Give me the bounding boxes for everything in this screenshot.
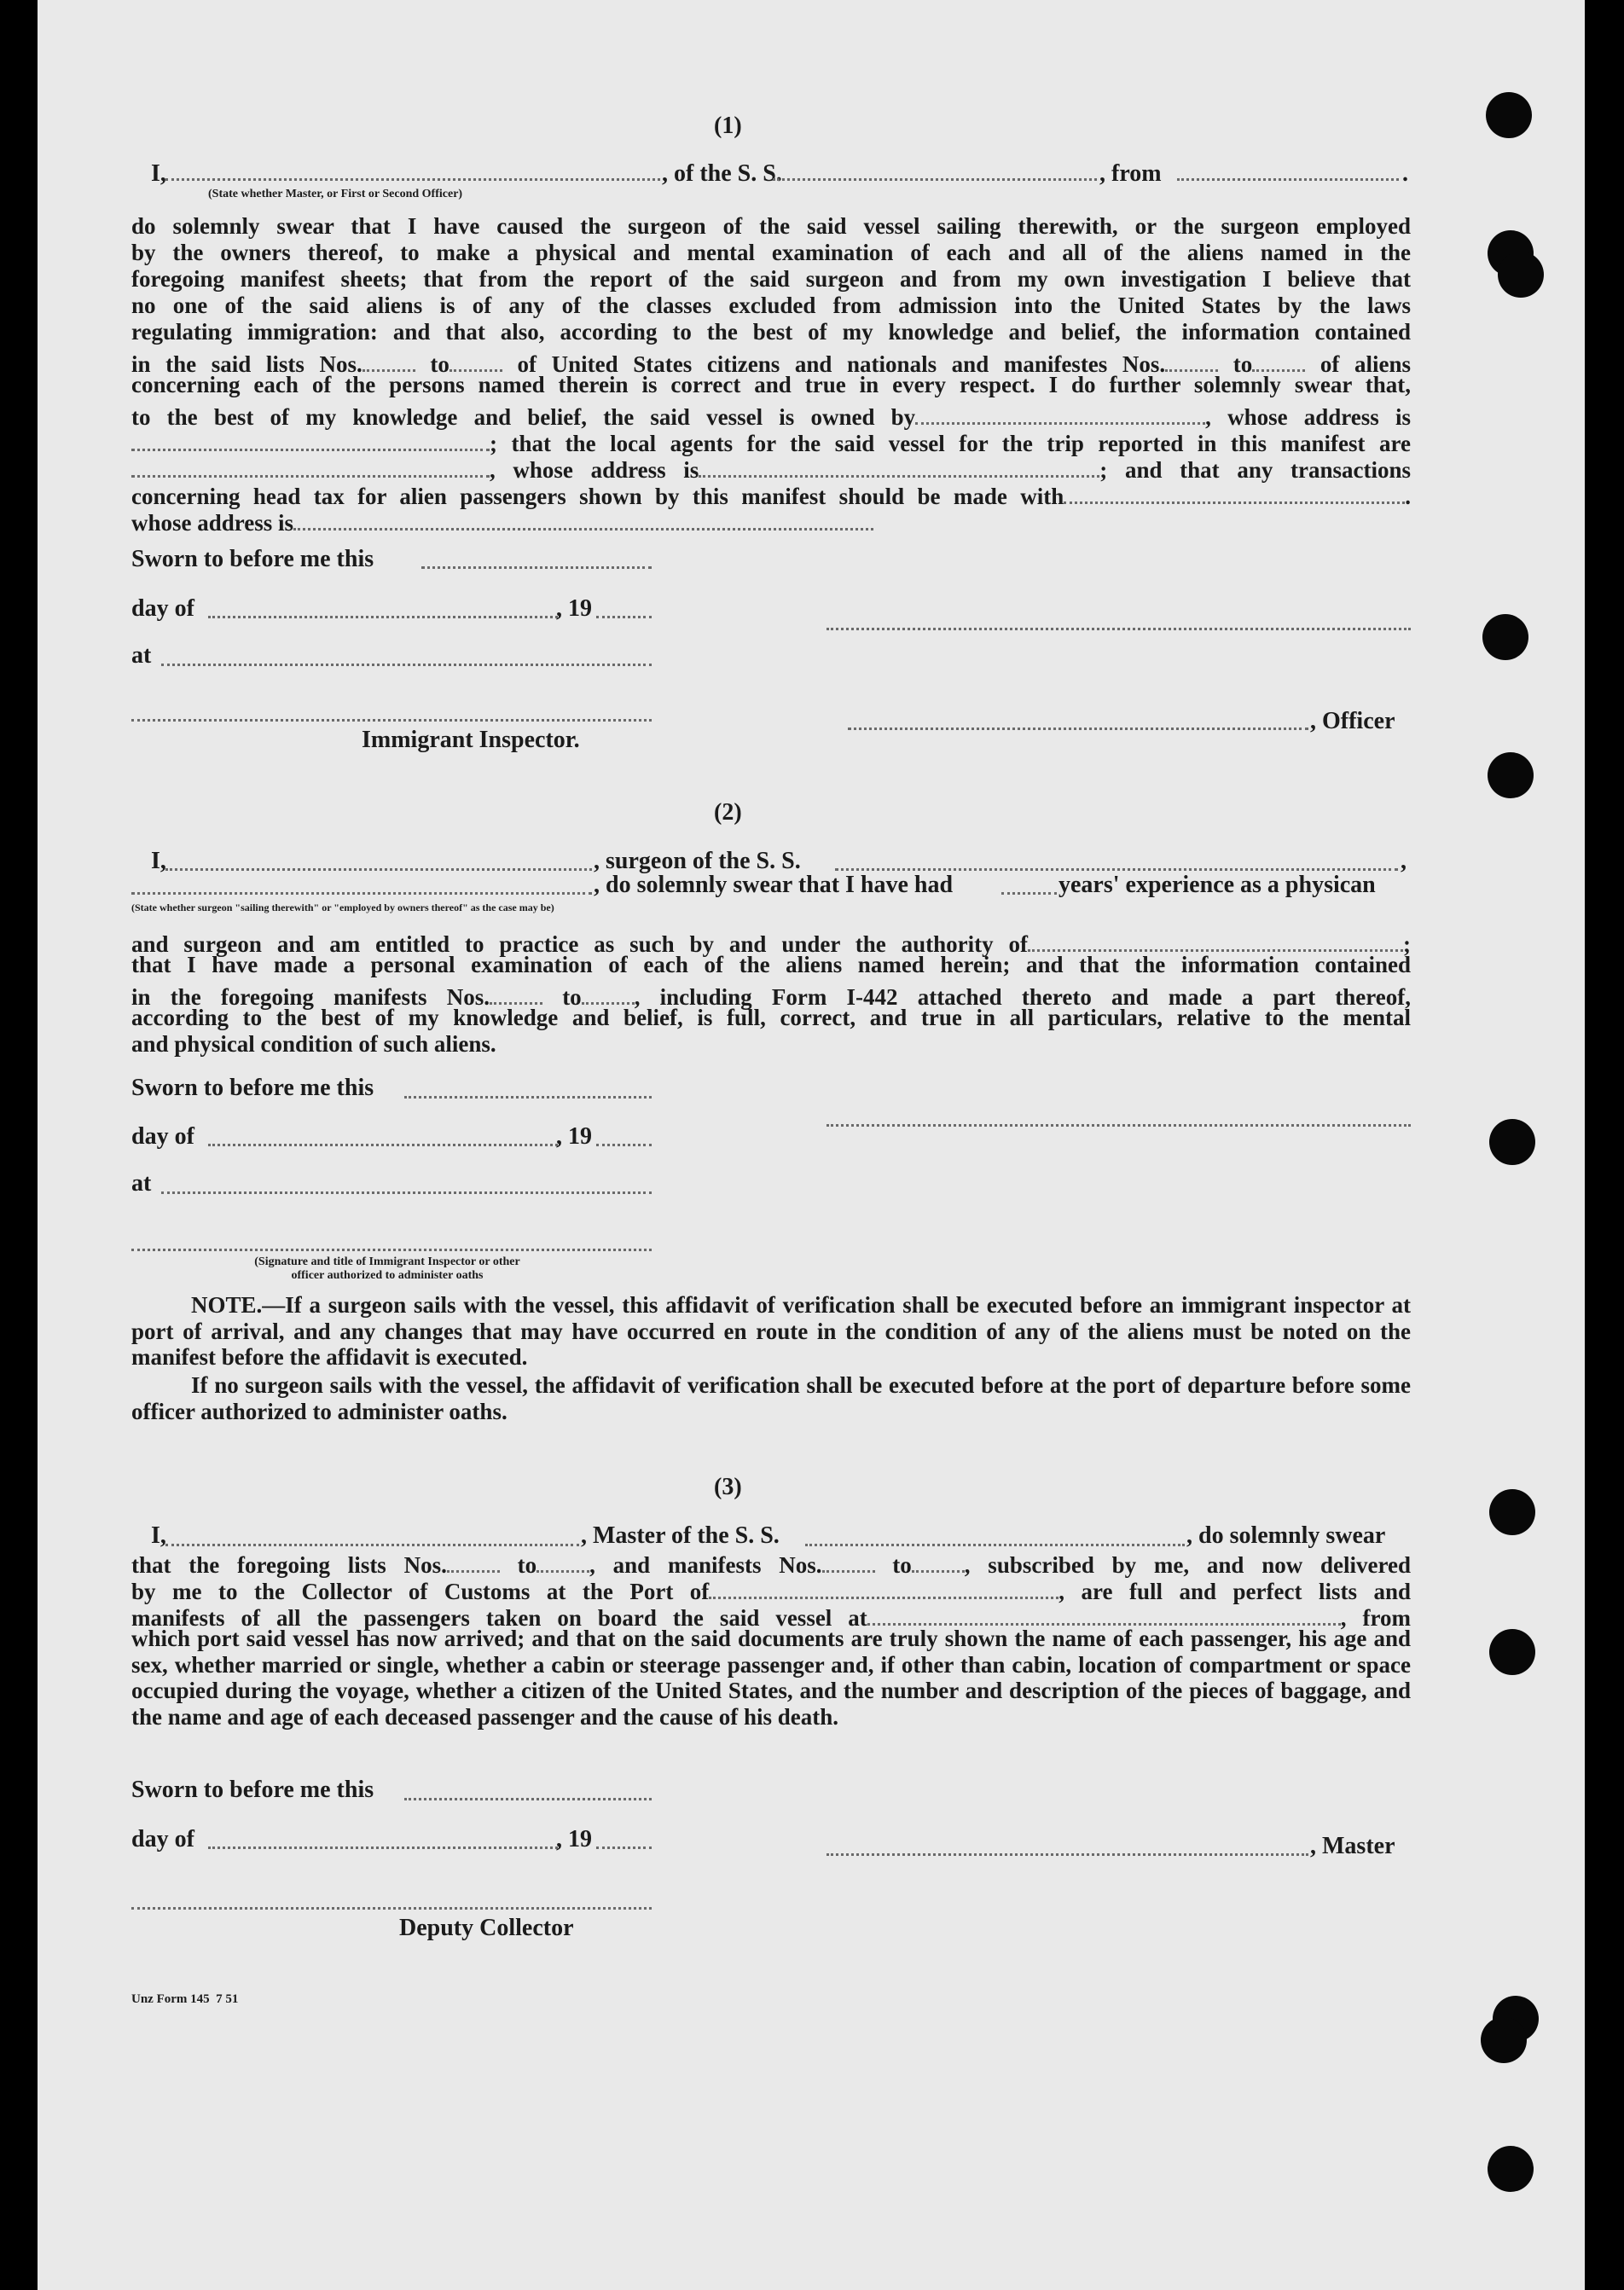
s1-inspector-label: Immigrant Inspector. [362,727,580,753]
punch-hole [1486,92,1532,138]
section-1-number: (1) [714,113,742,139]
text-fragment: in the foregoing manifests Nos. [131,984,490,1010]
s3-master-signature-field[interactable] [826,1853,1308,1856]
s2-status-field[interactable] [131,892,592,895]
s1-oath-text [131,213,1412,536]
text-line [131,478,1411,509]
s2-comma: , [1401,848,1406,874]
text-fragment: . [1405,484,1411,509]
text-fragment: ; that the local agents for the said vessel for the trip reported in this manifest are [490,431,1411,456]
s3-deputy-label: Deputy Collector [399,1915,574,1941]
punch-hole [1489,1119,1535,1165]
s2-swear-label: , do solemnly swear that I have had [594,872,954,898]
boarding-port-field[interactable] [867,1599,1341,1626]
text-line: regulating immigration: and that also, according to the best of my knowledge and belief, the information contained [131,319,1411,345]
form-sheet [38,0,1585,2290]
manifests-to-field[interactable] [912,1546,965,1573]
s1-of-ss-label: , of the S. S. [662,160,782,187]
s1-officer-field[interactable] [848,728,1308,730]
s2-day-label: day of [131,1123,194,1150]
punch-hole [1489,1489,1535,1535]
text-fragment: to the best of my knowledge and belief, the said vessel is owned by [131,404,916,430]
s2-surgeon-label: , surgeon of the S. S. [594,848,801,874]
text-line [131,1546,1411,1578]
s3-day-label: day of [131,1826,194,1852]
manifests-from-field[interactable] [1165,345,1218,372]
text-line: concerning each of the persons named therein is correct and true in every respect. I do further solemnly swear that, [131,372,1411,397]
s3-sworn-label: Sworn to before me this [131,1777,374,1803]
s2-year-label: , 19 [556,1123,592,1150]
s2-vessel-field[interactable] [835,868,1398,871]
text-line: and physical condition of such aliens. [131,1031,496,1057]
s3-oath-text [131,1546,1411,1730]
s2-signature-hint [165,1255,609,1283]
text-fragment: to [517,1552,537,1578]
text-line [131,398,1411,430]
text-fragment: that the foregoing lists Nos. [131,1552,447,1578]
text-line: foregoing manifest sheets; that from the report of the said surgeon and from my own investigation I believe that [131,266,1411,292]
s2-at-label: at [131,1170,152,1197]
s1-day-label: day of [131,595,194,622]
hint-line: (Signature and title of Immigrant Inspector or other [254,1255,520,1268]
lists-to-field[interactable] [536,1546,589,1573]
s1-year-label: , 19 [556,595,592,622]
text-line: do solemnly swear that I have caused the surgeon of the said vessel sailing therewith, or the surgeon employed [131,213,1411,239]
s2-at-field[interactable] [161,1191,652,1194]
text-fragment: ; [1403,931,1411,957]
s1-signature-field[interactable] [826,628,1411,630]
s2-year-field[interactable] [596,1144,652,1146]
s1-i-label: I, [151,160,166,187]
text-block: which port said vessel has now arrived; and that on the said documents are truly shown the name of each passenger, his age and sex, whether married or single, whether a cabin or steerage passenger and, if other than cabin, location of compartment or space occupied during the voyage, whether a citizen of the United States, and the number and description of the pieces of baggage, and the name and age of each deceased passenger and the cause of his death. [131,1626,1411,1730]
text-line [131,425,1411,456]
s3-master-label: , Master [1310,1833,1395,1859]
section-3-number: (3) [714,1474,742,1500]
text-line: according to the best of my knowledge and belief, is full, correct, and true in all particulars, relative to the mental [131,1005,1411,1030]
s1-inspector-signature-field[interactable] [131,719,652,722]
authority-field[interactable] [1028,925,1403,952]
form-number: Unz Form 145 7 51 [131,1992,239,2006]
head-tax-address-field[interactable] [293,504,873,530]
manifests-from-field[interactable] [490,978,542,1005]
text-fragment: to [1232,351,1253,377]
text-fragment: , from [1340,1605,1412,1631]
punch-hole [1489,1629,1535,1675]
text-line [131,925,1411,957]
text-fragment: in the said lists Nos. [131,351,362,377]
s3-day-field[interactable] [208,1846,558,1849]
text-fragment: , whose address is [490,457,699,483]
note-paragraph-2: If no surgeon sails with the vessel, the affidavit of verification shall be executed before at the port of departure before some officer authorized to administer oaths. [131,1372,1411,1424]
text-line [131,1573,1411,1604]
text-fragment: , including Form I-442 attached thereto and made a part thereof, [634,984,1411,1010]
s2-sworn-label: Sworn to before me this [131,1075,374,1101]
s2-inspector-signature-field[interactable] [131,1249,652,1251]
owner-address-field[interactable] [131,425,490,451]
text-fragment: to [562,984,582,1010]
punch-hole [1482,614,1528,660]
text-fragment: to [892,1552,912,1578]
s1-from-label: , from [1099,160,1162,187]
owner-field[interactable] [915,398,1205,425]
s2-status-hint: (State whether surgeon "sailing therewith" or "employed by owners thereof" as the case may be) [131,902,554,913]
s1-sworn-label: Sworn to before me this [131,546,374,572]
text-fragment: and surgeon and am entitled to practice as such by and under the authority of [131,931,1028,957]
s1-from-field[interactable] [1177,178,1399,181]
s1-officer-label: , Officer [1310,708,1395,734]
punch-hole [1481,2017,1527,2063]
s1-at-label: at [131,642,152,669]
text-line: no one of the said aliens is of any of the classes excluded from admission into the United States by the laws [131,293,1411,318]
text-line [131,451,1411,483]
s1-period: . [1402,160,1408,187]
lists-to-field[interactable] [450,345,502,372]
lists-from-field[interactable] [362,345,415,372]
s3-year-label: , 19 [556,1826,592,1852]
text-fragment: manifests of all the passengers taken on board the said vessel at [131,1605,867,1631]
s1-sworn-field[interactable] [421,566,652,569]
punch-hole [1488,752,1534,798]
text-fragment: , are full and perfect lists and [1058,1579,1411,1604]
s1-at-field[interactable] [161,664,652,666]
lists-from-field[interactable] [447,1546,500,1573]
manifests-from-field[interactable] [822,1546,875,1573]
punch-hole [1498,252,1544,298]
port-field[interactable] [709,1573,1058,1599]
s1-title-hint: (State whether Master, or First or Second Officer) [208,188,463,200]
text-fragment: , and manifests Nos. [589,1552,822,1578]
hint-line: officer authorized to administer oaths [291,1269,484,1282]
s3-master-ss-label: , Master of the S. S. [581,1522,780,1549]
text-fragment: to [430,351,450,377]
s2-name-field[interactable] [165,868,592,871]
text-line [131,345,1412,377]
head-tax-field[interactable] [1064,478,1405,504]
text-line [131,978,1411,1010]
s2-sworn-field[interactable] [404,1096,652,1099]
note-paragraph-1: NOTE.—If a surgeon sails with the vessel, this affidavit of verification shall be executed before an immigrant inspector at port of arrival, and any changes that may have occurred en route in the condition of any of the aliens must be noted on the manifest before the affidavit is executed. [131,1292,1411,1370]
s3-year-field[interactable] [596,1846,652,1849]
s3-collector-signature-field[interactable] [131,1907,652,1910]
s1-day-field[interactable] [208,616,558,618]
s2-i-label: I, [151,848,166,874]
manifests-to-field[interactable] [1252,345,1305,372]
agents-field[interactable] [131,451,490,478]
text-fragment: of aliens [1320,351,1412,377]
s1-vessel-field[interactable] [773,178,1097,181]
text-fragment: by me to the Collector of Customs at the Port of [131,1579,710,1604]
text-fragment: whose address is [131,510,294,536]
s3-sworn-field[interactable] [404,1798,652,1800]
punch-hole [1488,2146,1534,2192]
s2-years-field[interactable] [1001,892,1057,895]
text-fragment: ; and that any transactions [1099,457,1411,483]
text-fragment: concerning head tax for alien passengers shown by this manifest should be made with [131,484,1064,509]
text-line [131,504,1411,536]
s1-name-field[interactable] [165,178,660,181]
s2-oath-text [131,925,1411,1058]
s3-i-label: I, [151,1522,166,1549]
s2-years-label: years' experience as a physican [1058,872,1376,898]
manifests-to-field[interactable] [582,978,635,1005]
agents-address-field[interactable] [699,451,1099,478]
text-line [131,1599,1412,1631]
s3-swear-label: , do solemnly swear [1186,1522,1386,1549]
s2-day-field[interactable] [208,1144,558,1146]
text-fragment: of United States citizens and nationals and manifestes Nos. [517,351,1166,377]
s1-year-field[interactable] [596,616,652,618]
text-fragment: , whose address is [1205,404,1411,430]
text-line: that I have made a personal examination of each of the aliens named herein; and that the information contained [131,952,1411,977]
s2-signature-field[interactable] [826,1124,1411,1127]
section-2-number: (2) [714,799,742,826]
text-line: by the owners thereof, to make a physical and mental examination of each and all of the aliens named in the [131,240,1411,265]
text-fragment: , subscribed by me, and now delivered [964,1552,1411,1578]
